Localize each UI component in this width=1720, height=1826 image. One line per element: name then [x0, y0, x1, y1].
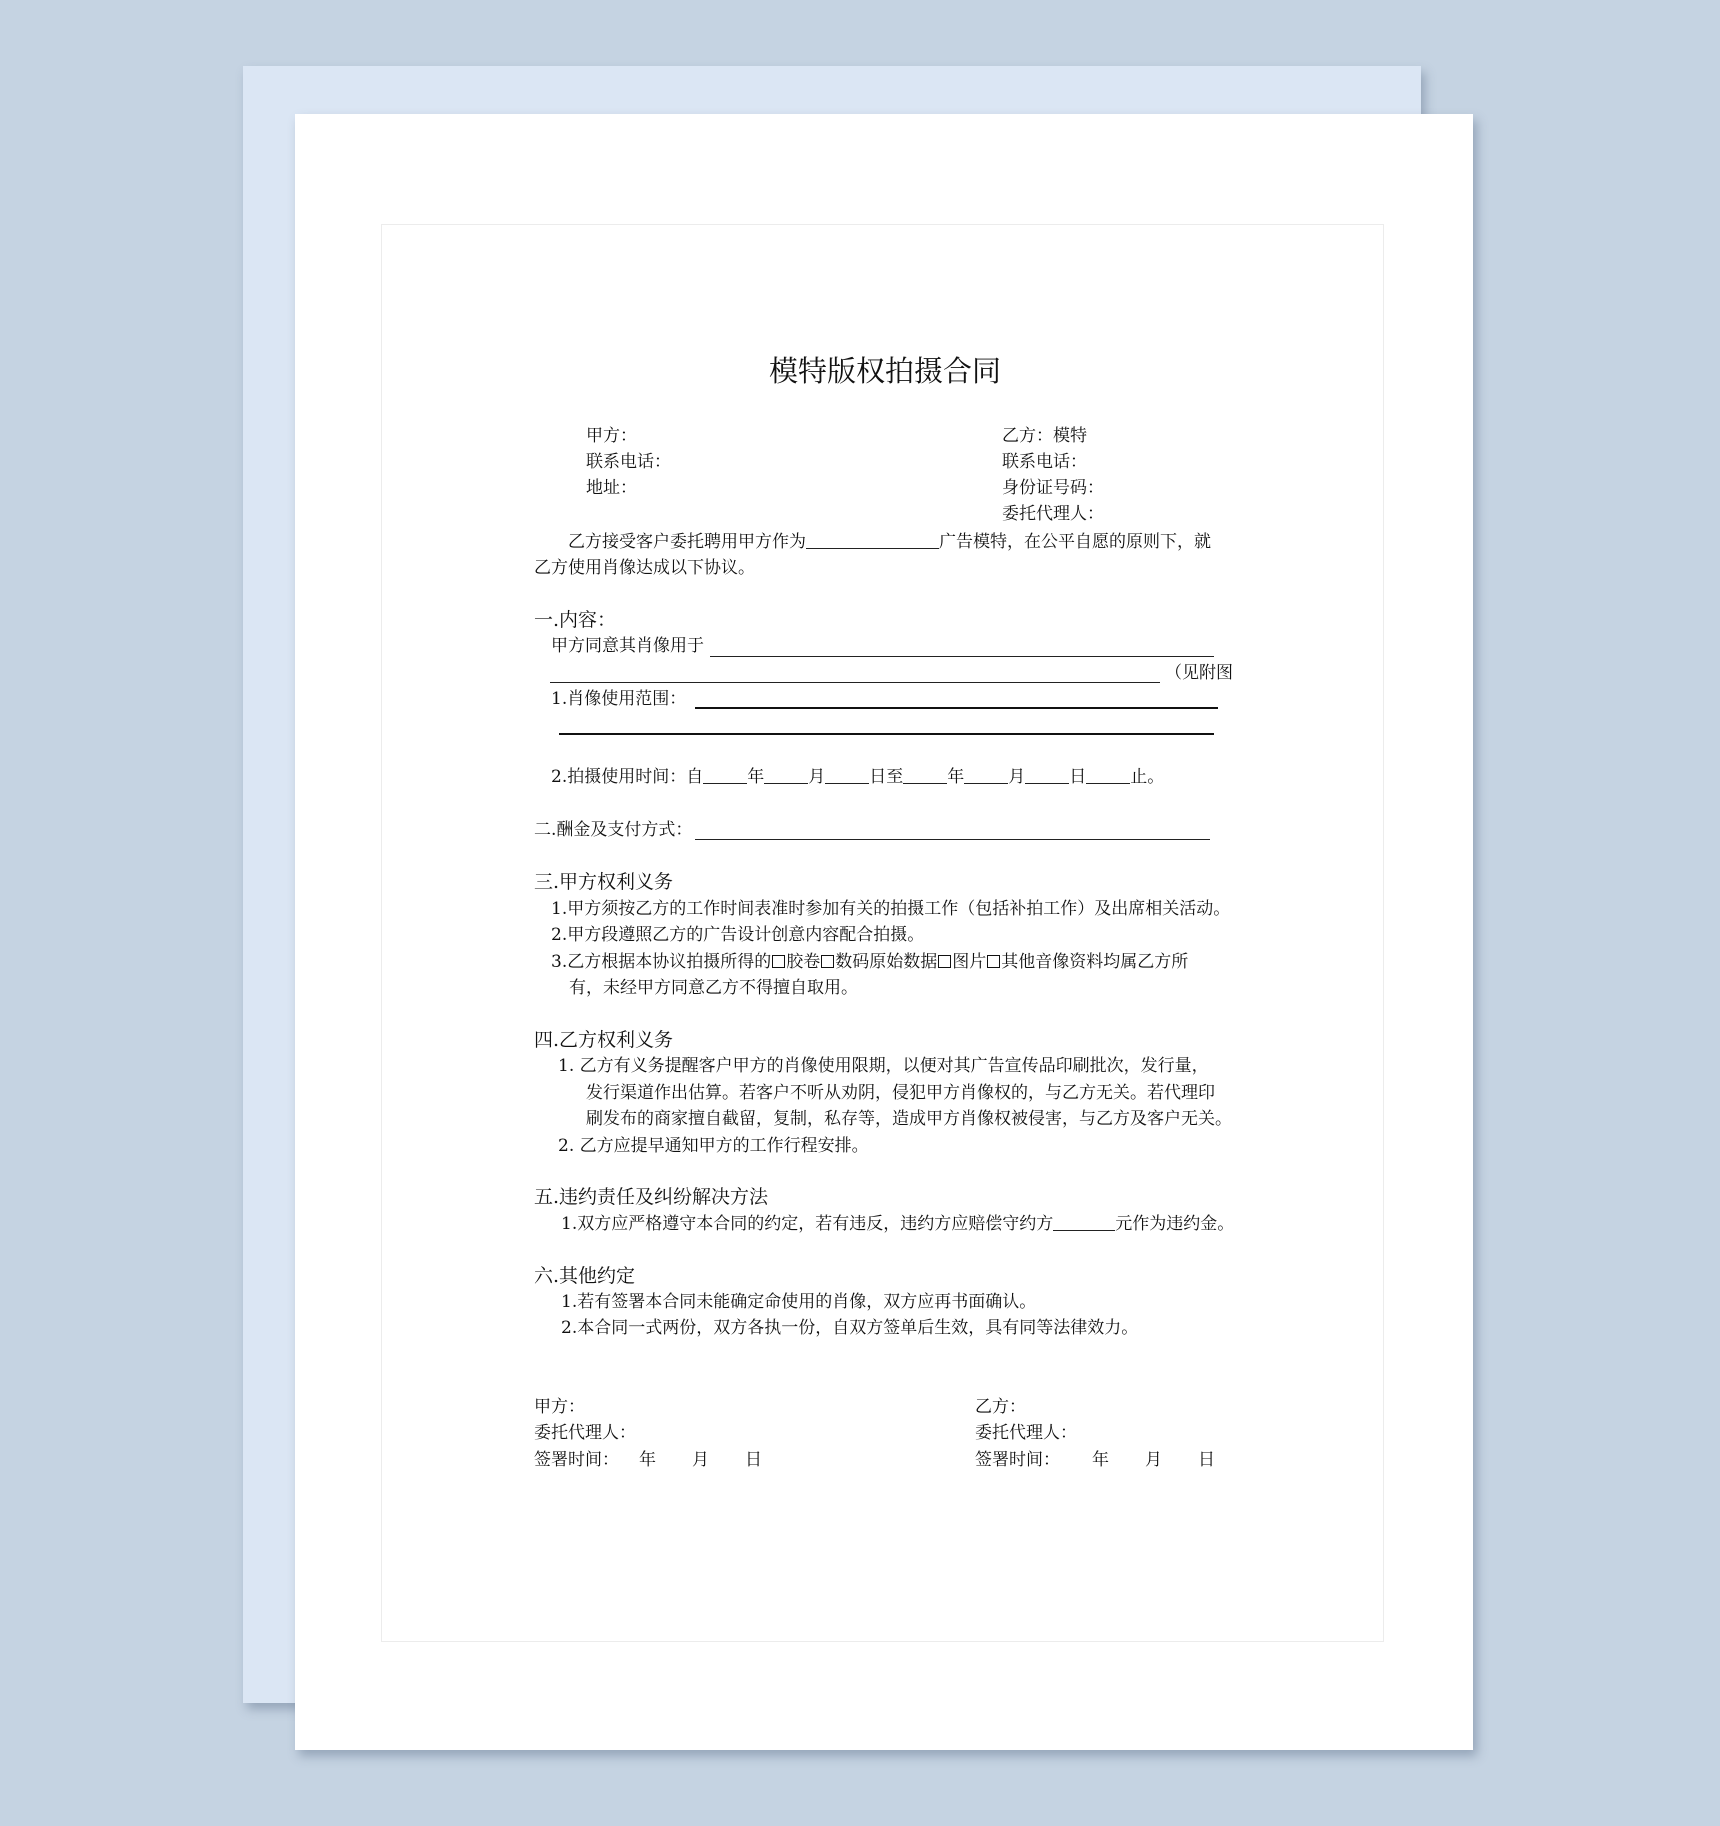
document-title: 模特版权拍摄合同 — [769, 354, 1002, 388]
section-3-heading: 三.甲方权利义务 — [534, 871, 674, 893]
blank-line — [1025, 767, 1069, 784]
blank-line — [903, 767, 947, 784]
intro-line-2: 乙方使用肖像达成以下协议。 — [534, 558, 755, 578]
sign-b-agent: 委托代理人： — [975, 1423, 1077, 1443]
checkbox-icon — [987, 955, 1000, 968]
party-a-label: 甲方： — [586, 426, 637, 446]
shoot-time-line: 2.拍摄使用时间：自 年 月 日至 年 月 日 止。 — [551, 767, 1165, 787]
checkbox-icon — [821, 955, 834, 968]
s3-item-2: 2.甲方段遵照乙方的广告设计创意内容配合拍摄。 — [551, 925, 925, 945]
sign-a-agent: 委托代理人： — [534, 1423, 636, 1443]
s4-item-1-line-3: 刷发布的商家擅自截留，复制，私存等，造成甲方肖像权被侵害，与乙方及客户无关。 — [586, 1109, 1232, 1129]
checkbox-icon — [938, 955, 951, 968]
blank-line — [695, 707, 1218, 709]
s6-item-2: 2.本合同一式两份，双方各执一份，自双方签单后生效，具有同等法律效力。 — [561, 1318, 1139, 1338]
s4-item-1-line-1: 1. 乙方有义务提醒客户甲方的肖像使用限期，以便对其广告宣传品印刷批次，发行量， — [558, 1056, 1209, 1076]
section-5-heading: 五.违约责任及纠纷解决方法 — [534, 1186, 769, 1208]
blank-line — [559, 733, 1214, 735]
section-4-heading: 四.乙方权利义务 — [534, 1029, 674, 1051]
sign-a-label: 甲方： — [534, 1397, 585, 1417]
blank-line — [703, 767, 747, 784]
party-b-label: 乙方：模特 — [1002, 426, 1087, 446]
s3-item-3: 3.乙方根据本协议拍摄所得的 胶卷 数码原始数据 图片 其他音像资料均属乙方所 — [551, 952, 1189, 972]
blank-line — [806, 532, 939, 549]
checkbox-icon — [772, 955, 785, 968]
s3-item-1: 1.甲方须按乙方的工作时间表准时参加有关的拍摄工作（包括补拍工作）及出席相关活动。 — [551, 899, 1231, 919]
blank-line — [695, 839, 1210, 840]
sign-b-date: 签署时间： 年 月 日 — [975, 1450, 1215, 1470]
party-b-phone: 联系电话： — [1002, 452, 1087, 472]
blank-line — [1086, 767, 1130, 784]
party-b-id: 身份证号码： — [1002, 478, 1104, 498]
sign-a-date: 签署时间： 年 月 日 — [534, 1450, 762, 1470]
sign-b-label: 乙方： — [975, 1397, 1026, 1417]
section-2-heading: 二.酬金及支付方式： — [534, 820, 693, 840]
s5-item-1: 1.双方应严格遵守本合同的约定，若有违反，违约方应赔偿守约方 元作为违约金。 — [561, 1214, 1235, 1234]
see-attached: （见附图 — [1165, 663, 1233, 683]
s3-item-3-cont: 有，未经甲方同意乙方不得擅自取用。 — [569, 978, 858, 998]
s6-item-1: 1.若有签署本合同未能确定命使用的肖像，双方应再书面确认。 — [561, 1292, 1037, 1312]
party-b-agent: 委托代理人： — [1002, 504, 1104, 524]
blank-line — [1053, 1214, 1115, 1231]
blank-line — [710, 656, 1214, 657]
blank-line — [825, 767, 869, 784]
intro-line-1: 乙方接受客户委托聘用甲方作为 广告模特，在公平自愿的原则下，就 — [568, 532, 1211, 552]
section-1-heading: 一.内容： — [534, 609, 617, 631]
s4-item-2: 2. 乙方应提早通知甲方的工作行程安排。 — [558, 1136, 869, 1156]
s4-item-1-line-2: 发行渠道作出估算。若客户不听从劝阴，侵犯甲方肖像权的，与乙方无关。若代理印 — [586, 1083, 1215, 1103]
party-a-phone: 联系电话： — [586, 452, 671, 472]
scope-label: 1.肖像使用范围： — [551, 689, 687, 709]
blank-line — [964, 767, 1008, 784]
blank-line — [550, 682, 1160, 683]
section-6-heading: 六.其他约定 — [534, 1265, 636, 1287]
usage-label: 甲方同意其肖像用于 — [551, 636, 704, 656]
party-a-address: 地址： — [586, 478, 637, 498]
blank-line — [764, 767, 808, 784]
